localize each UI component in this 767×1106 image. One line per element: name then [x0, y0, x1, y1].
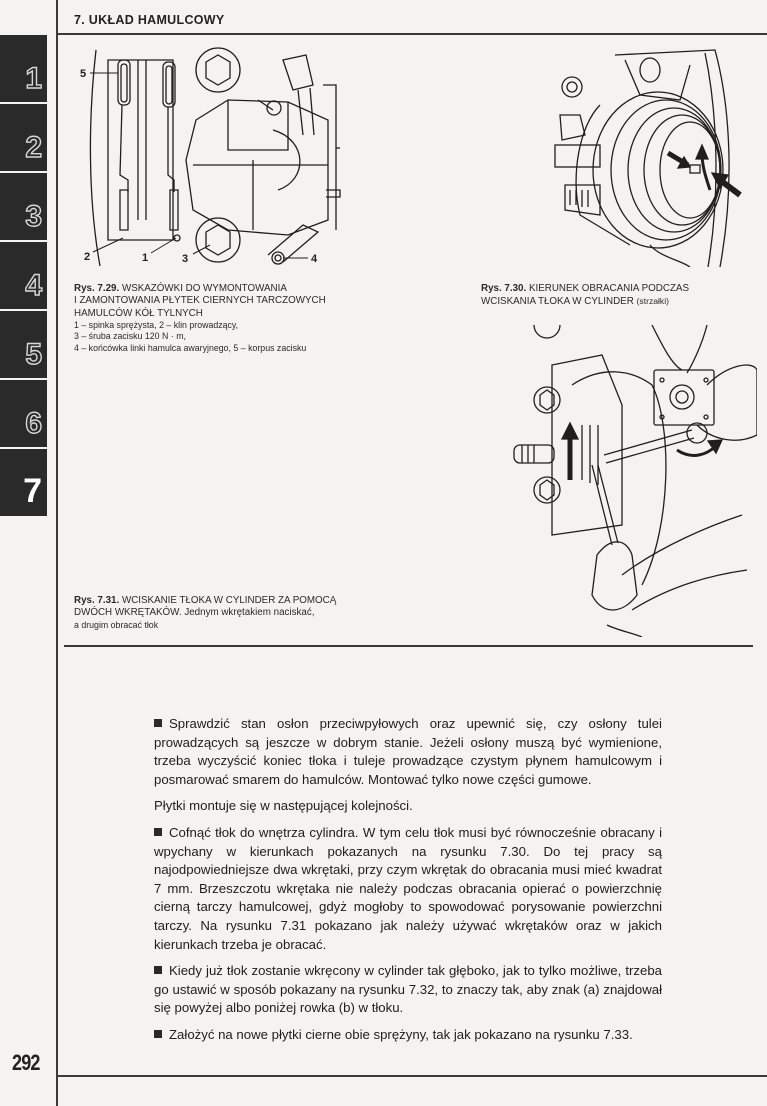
callout-2: 2	[84, 251, 91, 263]
callout-3: 3	[182, 253, 189, 265]
square-bullet-icon	[154, 828, 162, 836]
page-number: 292	[12, 1050, 40, 1075]
paragraph: Założyć na nowe płytki cierne obie sprężyny, tak jak pokazano na rysunku 7.33.	[154, 1026, 662, 1045]
footer-rule	[56, 1075, 767, 1077]
chapter-tab-label: 4	[25, 269, 42, 302]
chapter-tab-label: 3	[25, 200, 42, 233]
chapter-tab-1[interactable]	[0, 35, 47, 104]
figure-7-29-caption	[74, 283, 454, 354]
chapter-tab-4[interactable]	[0, 242, 47, 311]
chapter-tabs	[0, 35, 47, 518]
caption-title: Rys. 7.31. WCISKANIE TŁOKA W CYLINDER ZA POMOCĄ DWÓCH WKRĘTAKÓW. Jednym wkrętakiem naciskać, a drugim obracać tłok	[74, 595, 337, 630]
callout-1: 1	[142, 252, 149, 264]
figure-7-31-caption	[74, 595, 394, 632]
chapter-tab-2[interactable]	[0, 104, 47, 173]
figure-7-31-two-screwdrivers-drawing	[512, 325, 757, 637]
section-divider	[64, 645, 753, 647]
chapter-title: 7. UKŁAD HAMULCOWY	[74, 13, 225, 27]
header-rule	[56, 33, 767, 35]
chapter-tab-5[interactable]	[0, 311, 47, 380]
square-bullet-icon	[154, 719, 162, 727]
square-bullet-icon	[154, 1030, 162, 1038]
legend-line: 1 – spinka sprężysta, 2 – klin prowadzący,	[74, 319, 239, 330]
callout-4: 4	[311, 253, 318, 265]
body-text	[154, 715, 662, 1053]
paragraph: Kiedy już tłok zostanie wkręcony w cylinder tak głęboko, jak to tylko możliwe, trzeba go ustawić w sposób pokazany na rysunku 7.32, to znaczy tak, aby znak (a) znajdował się powyżej albo poniżej rowka (b) w tłoku.	[154, 963, 662, 1016]
legend-line: 3 – śruba zacisku 120 N · m,	[74, 331, 186, 342]
paragraph: Płytki montuje się w następującej kolejności.	[154, 798, 413, 814]
chapter-tab-label: 1	[25, 62, 42, 95]
figure-7-29-caliper-drawing	[78, 40, 353, 266]
chapter-tab-label: 6	[25, 407, 42, 440]
chapter-tab-7-active[interactable]	[0, 449, 47, 518]
chapter-tab-label: 7	[23, 472, 42, 510]
caption-title: Rys. 7.29. WSKAZÓWKI DO WYMONTOWANIA I ZAMONTOWANIA PŁYTEK CIERNYCH TARCZOWYCH HAMULCÓW KÓŁ TYLNYCH	[74, 283, 326, 319]
chapter-tab-label: 2	[25, 131, 42, 164]
chapter-tab-label: 5	[25, 338, 42, 371]
chapter-tab-6[interactable]	[0, 380, 47, 449]
callout-5: 5	[80, 68, 87, 80]
figure-7-30-caption	[481, 283, 766, 309]
square-bullet-icon	[154, 966, 162, 974]
legend-line: 4 – końcówka linki hamulca awaryjnego, 5 – korpus zacisku	[74, 342, 307, 353]
vertical-margin-rule	[56, 0, 58, 1106]
figure-7-30-piston-rotation-drawing	[540, 45, 755, 267]
paragraph: Sprawdzić stan osłon przeciwpyłowych oraz upewnić się, czy osłony tulei prowadzących są jeszcze w dobrym stanie. Jeżeli osłony muszą być wymienione, trzeba wyczyścić koniec tłoka i tuleje prowadzące czystym płynem hamulcowym i posmarować smarem do hamulców. Montować tylko nowe części gumowe.	[154, 716, 662, 787]
chapter-tab-3[interactable]	[0, 173, 47, 242]
paragraph: Cofnąć tłok do wnętrza cylindra. W tym celu tłok musi być równocześnie obracany i wpychany w kierunkach pokazanych na rysunku 7.30. Do tej pracy są najodpowiedniejsze dwa wkrętaki, przy czym wkrętak do obracania musi mieć kwadrat 7 mm. Brzeszczotu wkrętaka nie należy podczas obracania opierać o powierzchnię cierną tarczy hamulcowej, gdyż mogłoby to spowodować porysowanie powierzchni tarczy. Na rysunku 7.31 pokazano jak należy używać wkrętaków oraz w jakich kierunkach trzeba je obracać.	[154, 824, 662, 952]
caption-title: Rys. 7.30. KIERUNEK OBRACANIA PODCZAS WCISKANIA TŁOKA W CYLINDER (strzałki)	[481, 283, 690, 308]
